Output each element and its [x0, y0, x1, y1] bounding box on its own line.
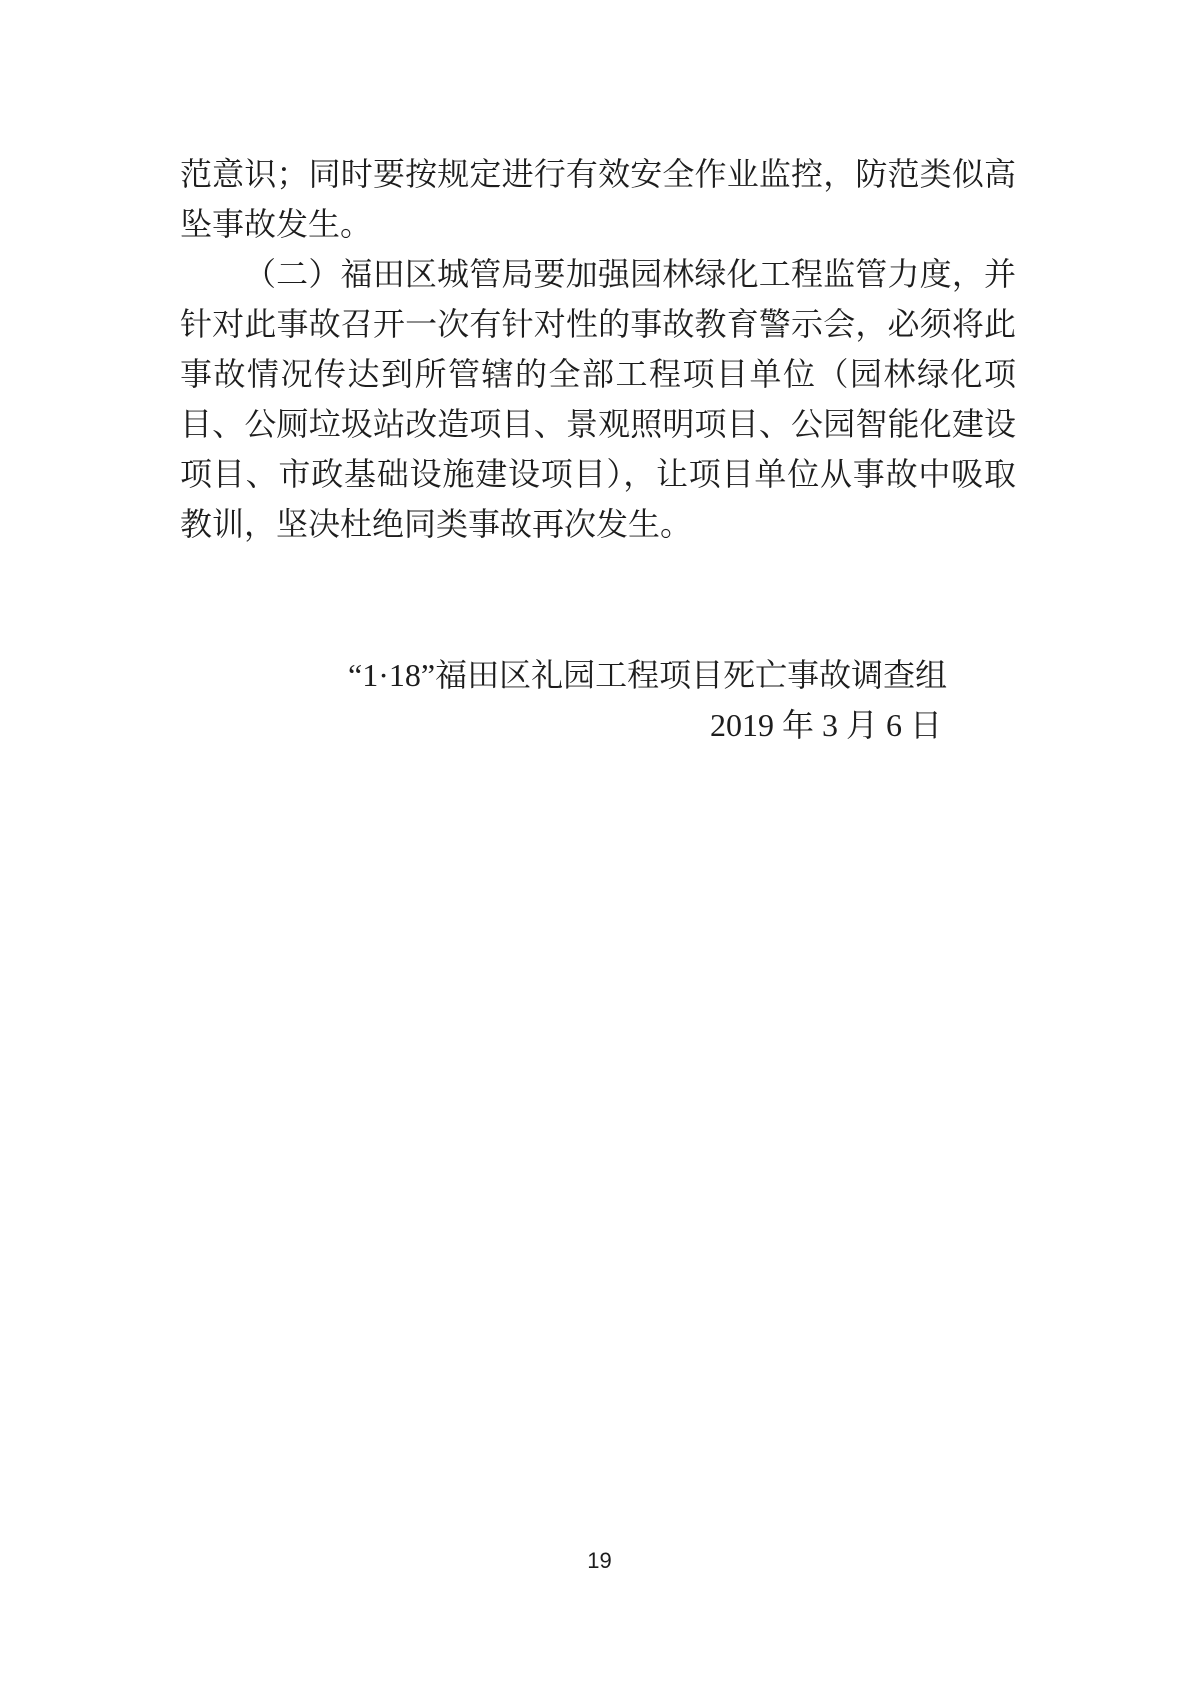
body-text-block: [180, 149, 1016, 549]
body-text-line: 范意识；同时要按规定进行有效安全作业监控，防范类似高: [180, 156, 1016, 192]
date-line: 2019 年 3 月 6 日: [710, 707, 943, 743]
body-text-line: （二）福田区城管局要加强园林绿化工程监管力度，并: [244, 256, 1016, 292]
page-number: 19: [587, 1548, 612, 1573]
body-text-line: 教训，坚决杜绝同类事故再次发生。: [180, 506, 693, 542]
signature-line: “1·18”福田区礼园工程项目死亡事故调查组: [348, 657, 948, 693]
body-text-line: 针对此事故召开一次有针对性的事故教育警示会，必须将此: [180, 306, 1016, 342]
body-text-line: 事故情况传达到所管辖的全部工程项目单位（园林绿化项: [180, 356, 1016, 392]
body-text-line: 坠事故发生。: [180, 206, 373, 242]
body-text-line: 项目、市政基础设施建设项目），让项目单位从事故中吸取: [180, 456, 1016, 492]
body-text-line: 目、公厕垃圾站改造项目、景观照明项目、公园智能化建设: [180, 406, 1016, 442]
